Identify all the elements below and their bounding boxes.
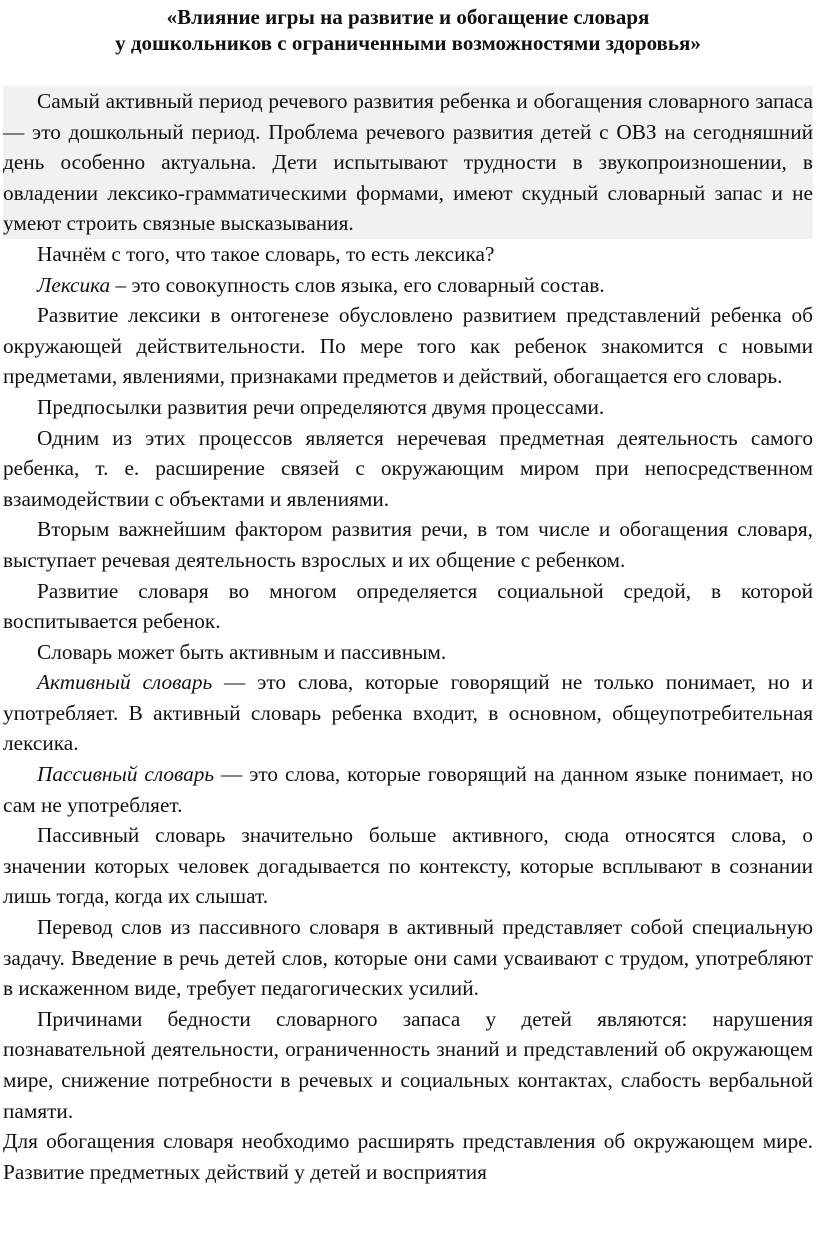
paragraph-lexicon-definition [3,270,813,301]
paragraph-question: Начнём с того, что такое словарь, то есть лексика? [37,241,495,266]
paragraph-prerequisites: Предпосылки развития речи определяются двумя процессами. [37,394,605,419]
paragraph-active-passive: Словарь может быть активным и пассивным. [37,639,447,664]
paragraph-passive-larger: Пассивный словарь значительно больше активного, сюда относятся слова, о значении которых человек догадывается по контексту, которые всплывают в сознании лишь тогда, когда их слышат. [3,823,813,909]
paragraph-intro: Самый активный период речевого развития ребенка и обогащения словарного запаса — это дошкольный период. Проблема речевого развития детей с ОВЗ на сегодняшний день особенно актуальна. Дети испытывают трудности в звукопроизношении, в овладении лексико-грамматическими формами, имеют скудный словарный запас и не умеют строить связные высказывания. [3,86,813,239]
definition-text: — это слова, которые говорящий на данном языке понимает, но сам не употребляет. [3,762,813,817]
paragraph-first-process: Одним из этих процессов является неречевая предметная деятельность самого ребенка, т. е. расширение связей с окружающим миром при непосредственном взаимодействии с объектами и явлениями. [3,425,813,511]
paragraph-enrichment: Для обогащения словаря необходимо расширять представления об окружающем мире. Развитие предметных действий у детей и восприятия [3,1129,813,1184]
term-lexicon: Лексика [37,272,111,297]
paragraph-passive-vocabulary [3,759,813,820]
title-line-1: «Влияние игры на развитие и обогащение словаря [166,5,650,29]
paragraph-active-vocabulary [3,667,813,759]
paragraph-ontogenesis: Развитие лексики в онтогенезе обусловлено развитием представлений ребенка об окружающей действительности. По мере того как ребенок знакомится с новыми предметами, явлениями, признаками предметов и действий, обогащается его словарь. [3,303,813,389]
term-active-vocabulary: Активный словарь [37,670,213,695]
paragraph-transfer: Перевод слов из пассивного словаря в активный представляет собой специальную задачу. Введение в речь детей слов, которые они сами усваивают с трудом, употребляют в искаженном виде, требует педагогических усилий. [3,915,813,1001]
document-title [3,4,813,56]
paragraph-second-factor: Вторым важнейшим фактором развития речи, в том числе и обогащения словаря, выступает речевая деятельность взрослых и их общение с ребенком. [3,517,813,572]
definition-text: — это слова, которые говорящий не только понимает, но и употребляет. В активный словарь ребенка входит, в основном, общеупотребительная лексика. [3,670,813,756]
term-passive-vocabulary: Пассивный словарь [37,762,215,787]
title-line-2: у дошкольников с ограниченными возможностями здоровья» [115,31,701,55]
paragraph-social-environment: Развитие словаря во многом определяется социальной средой, в которой воспитывается ребенок. [3,578,813,634]
paragraph-causes: Причинами бедности словарного запаса у детей являются: нарушения познавательной деятельности, ограниченность знаний и представлений об окружающем мире, снижение потребности в речевых и социальных контактах, слабость вербальной памяти. [3,1006,813,1123]
definition-text: – это совокупность слов языка, его словарный состав. [110,272,605,297]
